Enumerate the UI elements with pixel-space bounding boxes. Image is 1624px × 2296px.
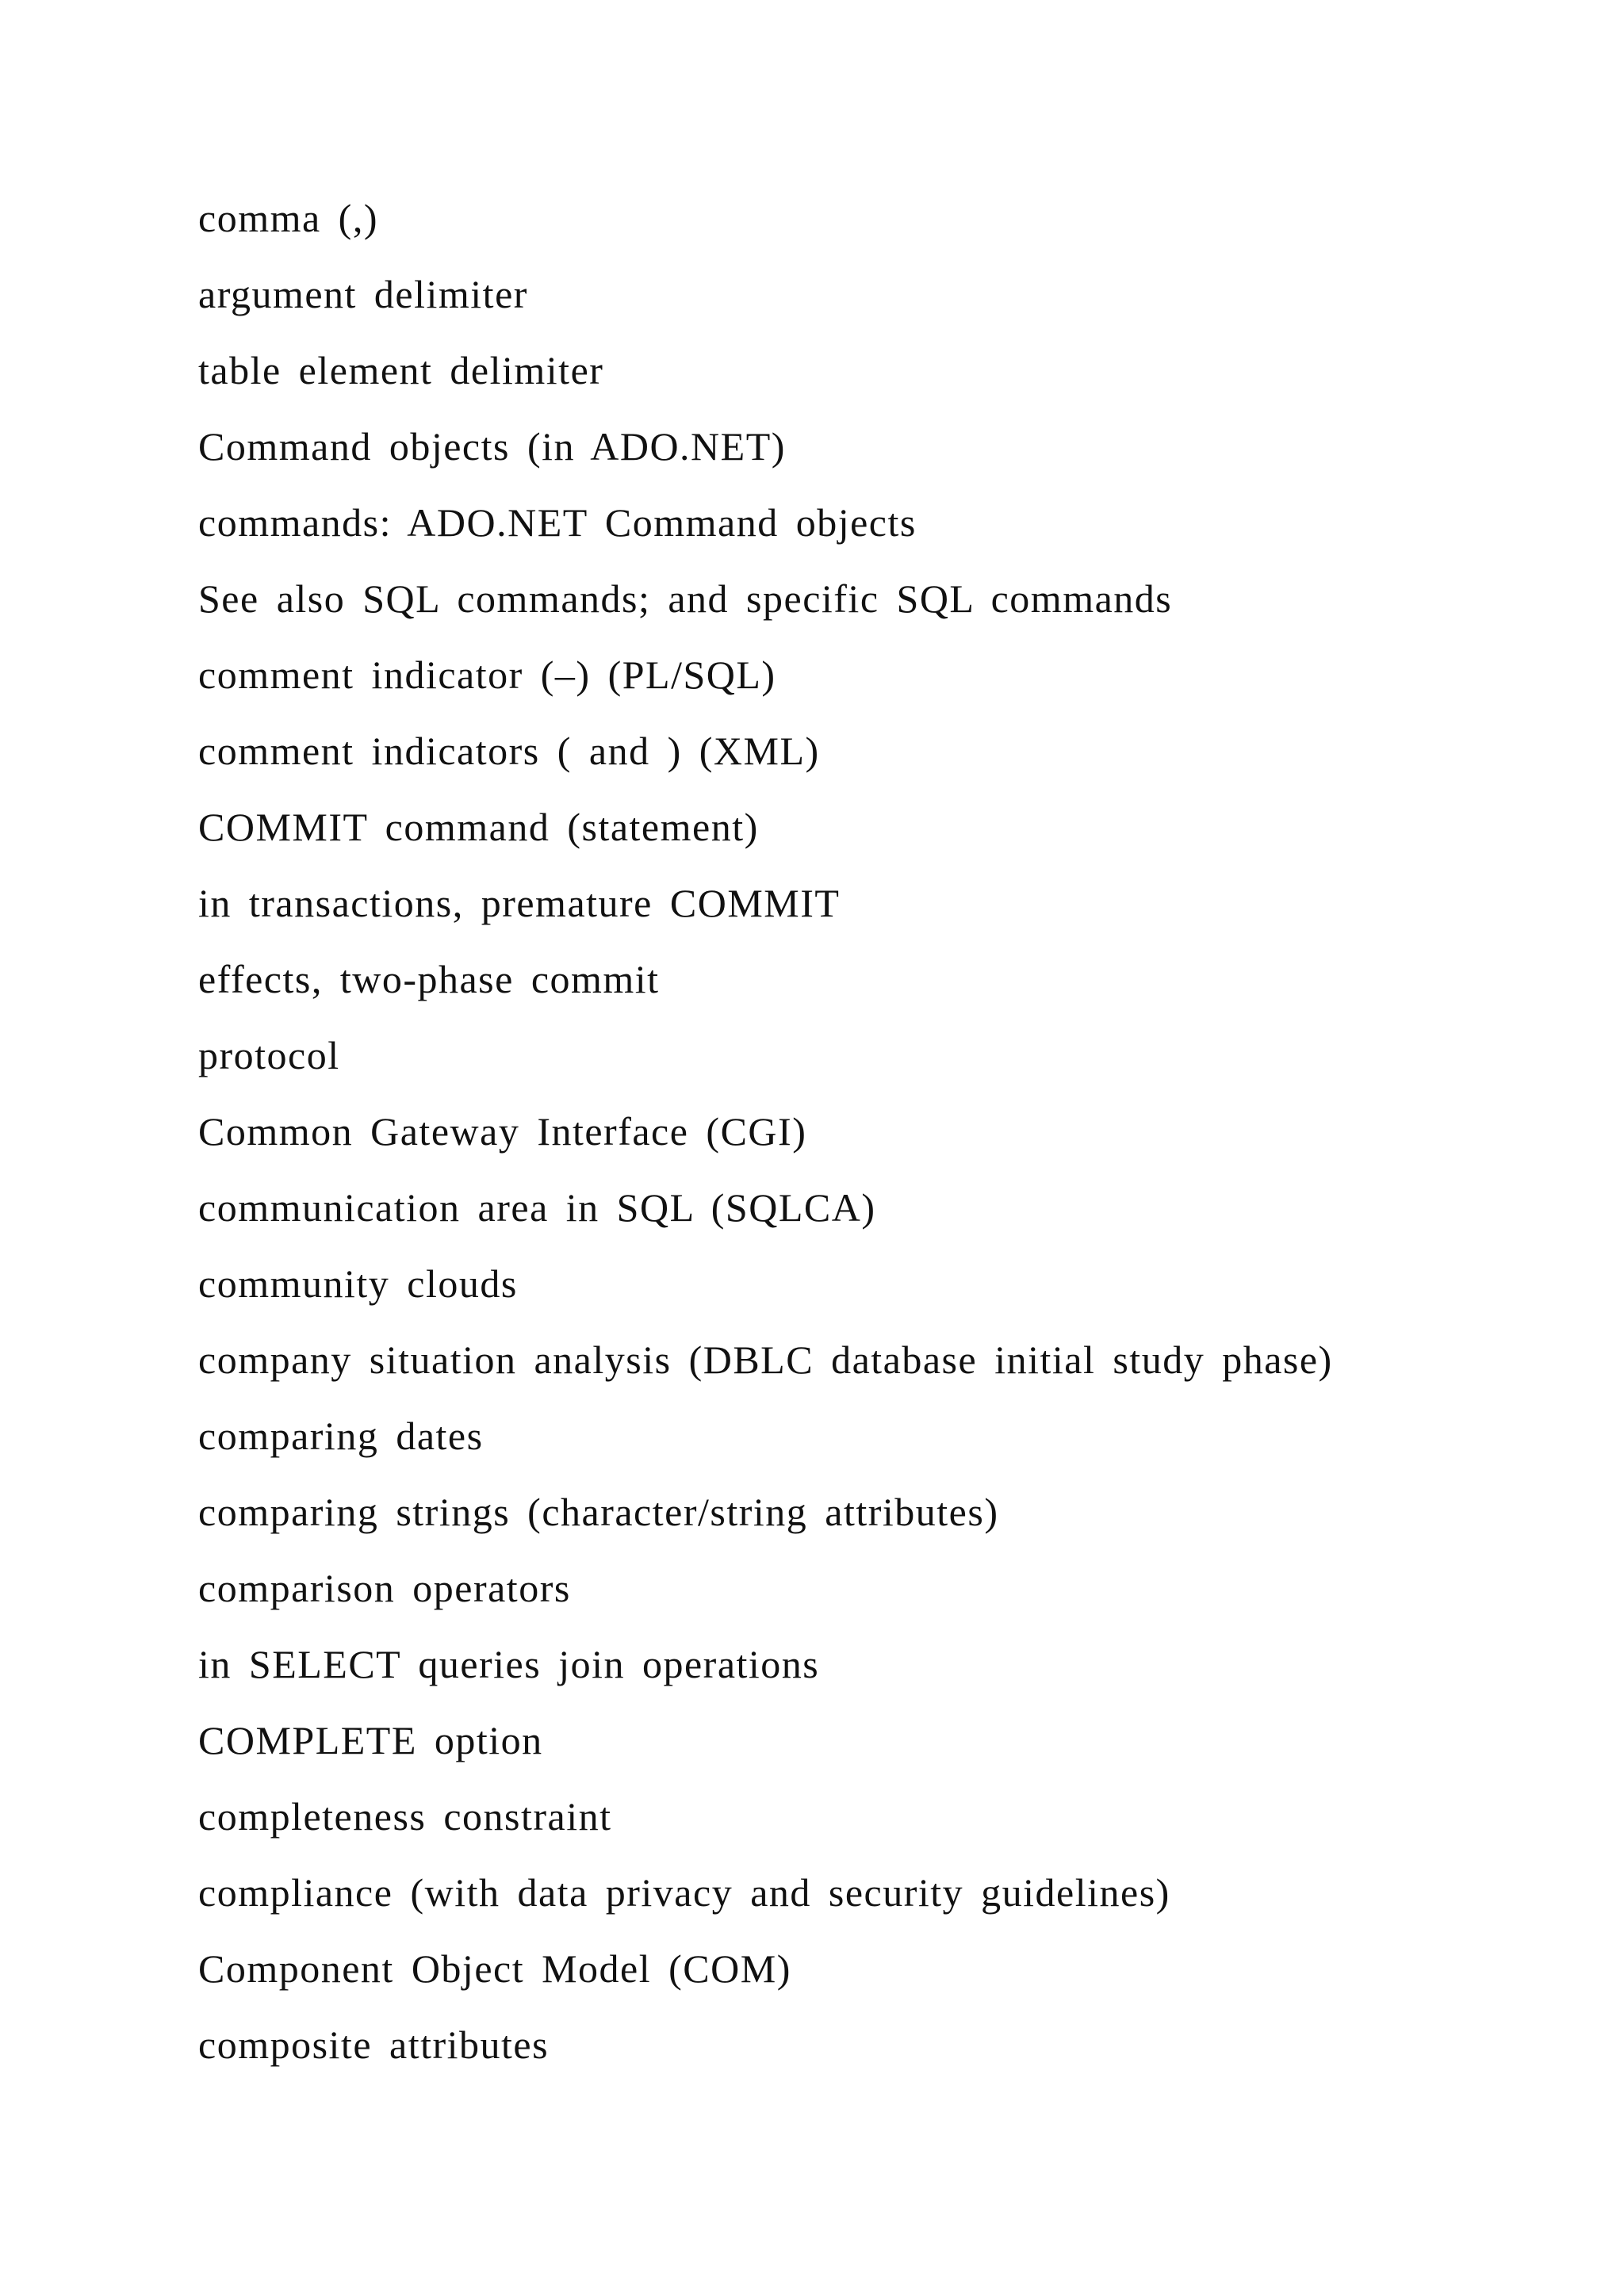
index-entry-list [198,193,1333,2095]
index-entry: company situation analysis (DBLC database initial study phase) [198,1337,1333,1382]
index-entry: communication area in SQL (SQLCA) [198,1185,876,1230]
index-entry: community clouds [198,1261,518,1306]
index-entry: commands: ADO.NET Command objects [198,500,917,545]
index-entry: completeness constraint [198,1794,612,1839]
index-entry: in SELECT queries join operations [198,1642,820,1686]
index-entry: composite attributes [198,2022,550,2067]
index-entry: table element delimiter [198,348,604,392]
index-entry: comma (,) [198,196,378,240]
index-entry: comment indicator (–) (PL/SQL) [198,652,776,697]
index-entry: Command objects (in ADO.NET) [198,424,786,469]
index-entry: COMMIT command (statement) [198,805,759,849]
index-entry: COMPLETE option [198,1718,543,1762]
index-entry: in transactions, premature COMMIT [198,881,841,925]
index-entry: comparing strings (character/string attributes) [198,1490,999,1534]
index-entry: comparing dates [198,1414,484,1458]
index-entry: Common Gateway Interface (CGI) [198,1109,807,1154]
index-entry: compliance (with data privacy and security guidelines) [198,1870,1170,1915]
index-entry: comparison operators [198,1566,571,1610]
index-entry: Component Object Model (COM) [198,1946,791,1991]
index-entry: effects, two-phase commit [198,957,660,1001]
index-entry: See also SQL commands; and specific SQL commands [198,576,1173,621]
index-entry: comment indicators ( and ) (XML) [198,729,820,773]
index-entry: argument delimiter [198,272,528,316]
index-entry: protocol [198,1033,340,1077]
